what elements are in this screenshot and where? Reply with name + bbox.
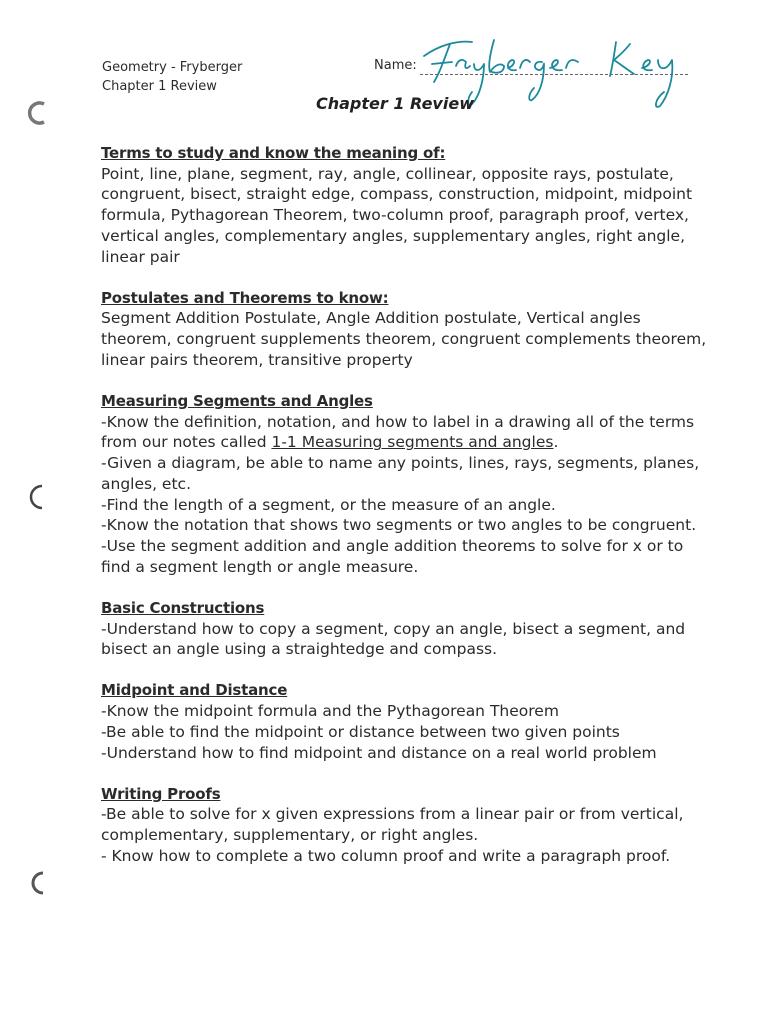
course-subtitle: Chapter 1 Review bbox=[102, 79, 217, 94]
section-text bbox=[101, 412, 711, 453]
section-text: -Know the midpoint formula and the Pythagorean Theorem bbox=[101, 702, 559, 721]
section-heading: Terms to study and know the meaning of: bbox=[101, 144, 446, 162]
section-constructions bbox=[101, 598, 711, 660]
review-content bbox=[101, 143, 711, 887]
section-heading: Writing Proofs bbox=[101, 784, 221, 803]
binder-hole-top bbox=[22, 98, 52, 128]
section-text: -Understand how to copy a segment, copy an angle, bisect a segment, and bisect an angle using a straightedge and compass. bbox=[101, 619, 686, 659]
name-label: Name: bbox=[374, 58, 417, 73]
binder-hole-bottom bbox=[22, 868, 52, 898]
section-heading: Postulates and Theorems to know: bbox=[101, 288, 389, 307]
section-terms bbox=[101, 143, 711, 267]
section-heading: Midpoint and Distance bbox=[101, 681, 288, 700]
notes-reference: 1-1 Measuring segments and angles bbox=[271, 433, 554, 452]
section-measuring bbox=[101, 391, 711, 577]
section-text: -Use the segment addition and angle addition theorems to solve for x or to find a segment length or angle measure. bbox=[101, 536, 684, 576]
section-text: Point, line, plane, segment, ray, angle, collinear, opposite rays, postulate, congruent, bisect, straight edge, compass, construction, midpoint, midpoint formula, Pythagorean Theorem, two-column proof, paragraph proof, vertex, vertical angles, complementary angles, supplementary angles, right angle, linear pair bbox=[101, 164, 693, 266]
course-name: Geometry - Fryberger bbox=[102, 60, 243, 75]
section-text: -Given a diagram, be able to name any points, lines, rays, segments, planes, angles, etc. bbox=[101, 454, 700, 493]
section-text: Segment Addition Postulate, Angle Addition postulate, Vertical angles theorem, congruent supplements theorem, congruent complements theorem, linear pairs theorem, transitive property bbox=[101, 309, 707, 369]
section-text: -Be able to solve for x given expressions from a linear pair or from vertical, complementary, supplementary, or right angles. bbox=[101, 805, 684, 845]
section-proofs bbox=[101, 784, 711, 867]
section-text-part: -Know the definition, notation, and how to label in a drawing all of the terms from our notes called bbox=[101, 412, 695, 452]
section-text-part: . bbox=[553, 433, 559, 452]
course-header bbox=[102, 58, 242, 96]
section-text: - Know how to complete a two column proof and write a paragraph proof. bbox=[101, 846, 671, 865]
page-title: Chapter 1 Review bbox=[316, 94, 474, 113]
section-text: -Know the notation that shows two segments or two angles to be congruent. bbox=[101, 516, 697, 535]
section-text: -Be able to find the midpoint or distance between two given points bbox=[101, 722, 620, 741]
binder-hole-middle bbox=[22, 482, 52, 512]
section-heading: Measuring Segments and Angles bbox=[101, 392, 373, 411]
section-text: -Find the length of a segment, or the measure of an angle. bbox=[101, 495, 556, 514]
section-midpoint bbox=[101, 680, 711, 763]
section-heading: Basic Constructions bbox=[101, 598, 265, 617]
section-postulates bbox=[101, 288, 711, 371]
section-text: -Understand how to find midpoint and distance on a real world problem bbox=[101, 743, 657, 762]
